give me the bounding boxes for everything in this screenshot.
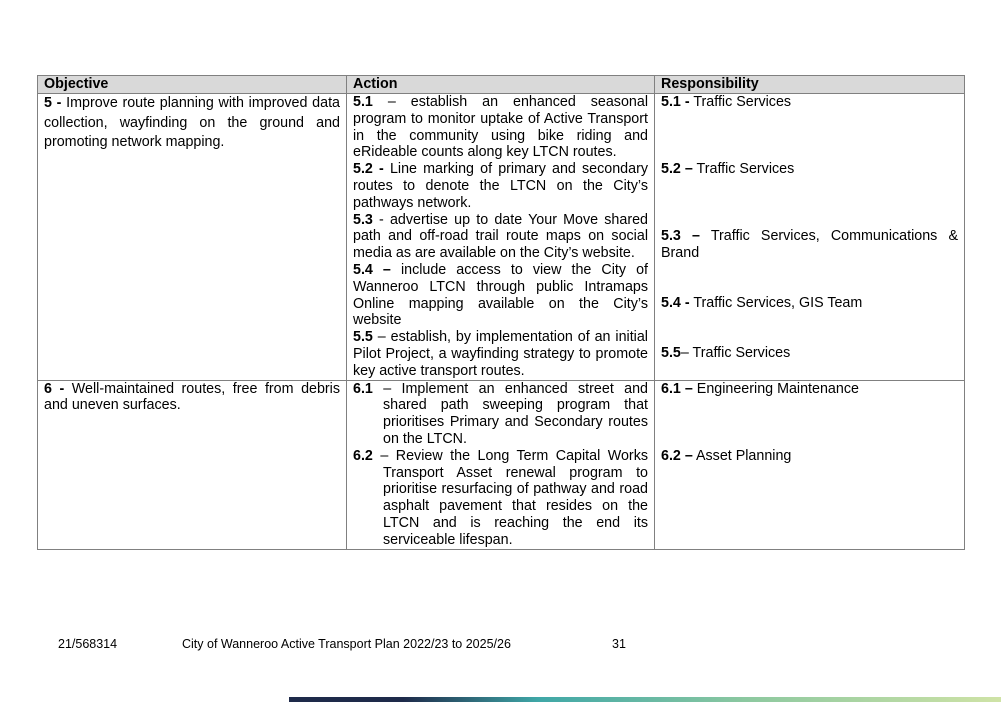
action-item — [353, 161, 648, 211]
responsibility-number: 5.4 - — [661, 295, 690, 311]
objective-cell — [38, 380, 347, 549]
objective-text: Well-maintained routes, free from debris and uneven surfaces. — [44, 380, 341, 414]
action-text: – establish, by implementation of an initial Pilot Project, a wayfinding strategy to promote key active transport routes. — [353, 329, 648, 379]
action-item — [353, 448, 648, 549]
responsibility-number: 5.5 — [661, 345, 681, 361]
responsibility-text: Engineering Maintenance — [692, 380, 859, 397]
action-number: 5.3 — [353, 211, 373, 228]
responsibility-item — [661, 345, 958, 362]
footer-brand-bar — [289, 697, 1001, 702]
responsibility-text: – Traffic Services — [680, 345, 791, 361]
action-item — [353, 329, 648, 379]
header-objective: Objective — [38, 76, 347, 94]
table-row — [38, 94, 965, 381]
responsibility-number: 5.2 – — [661, 161, 693, 177]
header-action: Action — [347, 76, 655, 94]
action-table — [37, 75, 965, 550]
responsibility-item — [661, 161, 958, 178]
action-text: – Review the Long Term Capital Works Transport Asset renewal program to prioritise resurfacing of pathway and road asphalt pavement that resides on the LTCN and is reaching the end its serviceable lifespan. — [372, 447, 648, 548]
responsibility-text: Asset Planning — [692, 447, 792, 464]
responsibility-text: Traffic Services, GIS Team — [689, 295, 863, 311]
header-responsibility: Responsibility — [655, 76, 965, 94]
action-text: Line marking of primary and secondary routes to denote the LTCN on the City’s pathways network. — [353, 161, 648, 211]
action-text: – Implement an enhanced street and shared path sweeping program that prioritises Primary and Secondary routes on the LTCN. — [372, 380, 648, 447]
responsibility-item — [661, 228, 958, 262]
action-text: - advertise up to date Your Move shared path and off-road trail route maps on social media as are available on the City’s website. — [353, 211, 648, 262]
action-number: 5.5 — [353, 329, 373, 346]
responsibility-number: 5.3 – — [661, 228, 700, 244]
action-item — [353, 262, 648, 329]
objective-cell — [38, 94, 347, 381]
action-number: 6.1 — [353, 380, 373, 397]
responsibility-number: 5.1 - — [661, 94, 690, 110]
responsibility-item — [661, 381, 958, 398]
responsibility-text: Traffic Services — [692, 161, 795, 177]
table-row — [38, 380, 965, 549]
action-number: 5.2 - — [353, 161, 384, 178]
action-item — [353, 94, 648, 161]
responsibility-text: Traffic Services, Communications & Brand — [661, 228, 958, 261]
action-item — [353, 381, 648, 448]
responsibility-number: 6.1 – — [661, 380, 693, 397]
action-text: – establish an enhanced seasonal program to monitor uptake of Active Transport in the community using bike riding and eRideable counts along key LTCN routes. — [353, 94, 648, 161]
footer-page-number: 31 — [612, 637, 626, 651]
responsibility-number: 6.2 – — [661, 447, 693, 464]
action-number: 5.1 — [353, 94, 373, 110]
objective-text: Improve route planning with improved data collection, wayfinding on the ground and promoting network mapping. — [44, 95, 340, 150]
table-header-row — [38, 76, 965, 94]
objective-number: 5 - — [44, 95, 62, 111]
responsibility-cell — [655, 380, 965, 549]
responsibility-item — [661, 448, 958, 465]
action-item — [353, 212, 648, 262]
footer-doc-number: 21/568314 — [58, 637, 118, 651]
responsibility-item — [661, 94, 958, 111]
action-text: include access to view the City of Wanneroo LTCN through public Intramaps Online mapping available on the City’s website — [353, 261, 648, 329]
responsibility-cell — [655, 94, 965, 381]
responsibility-text: Traffic Services — [689, 94, 792, 110]
responsibility-item — [661, 295, 958, 312]
action-cell — [347, 94, 655, 381]
action-number: 6.2 — [353, 447, 373, 464]
action-cell — [347, 380, 655, 549]
action-number: 5.4 – — [353, 261, 391, 278]
objective-number: 6 - — [44, 380, 65, 397]
footer-title: City of Wanneroo Active Transport Plan 2022/23 to 2025/26 — [182, 637, 511, 651]
